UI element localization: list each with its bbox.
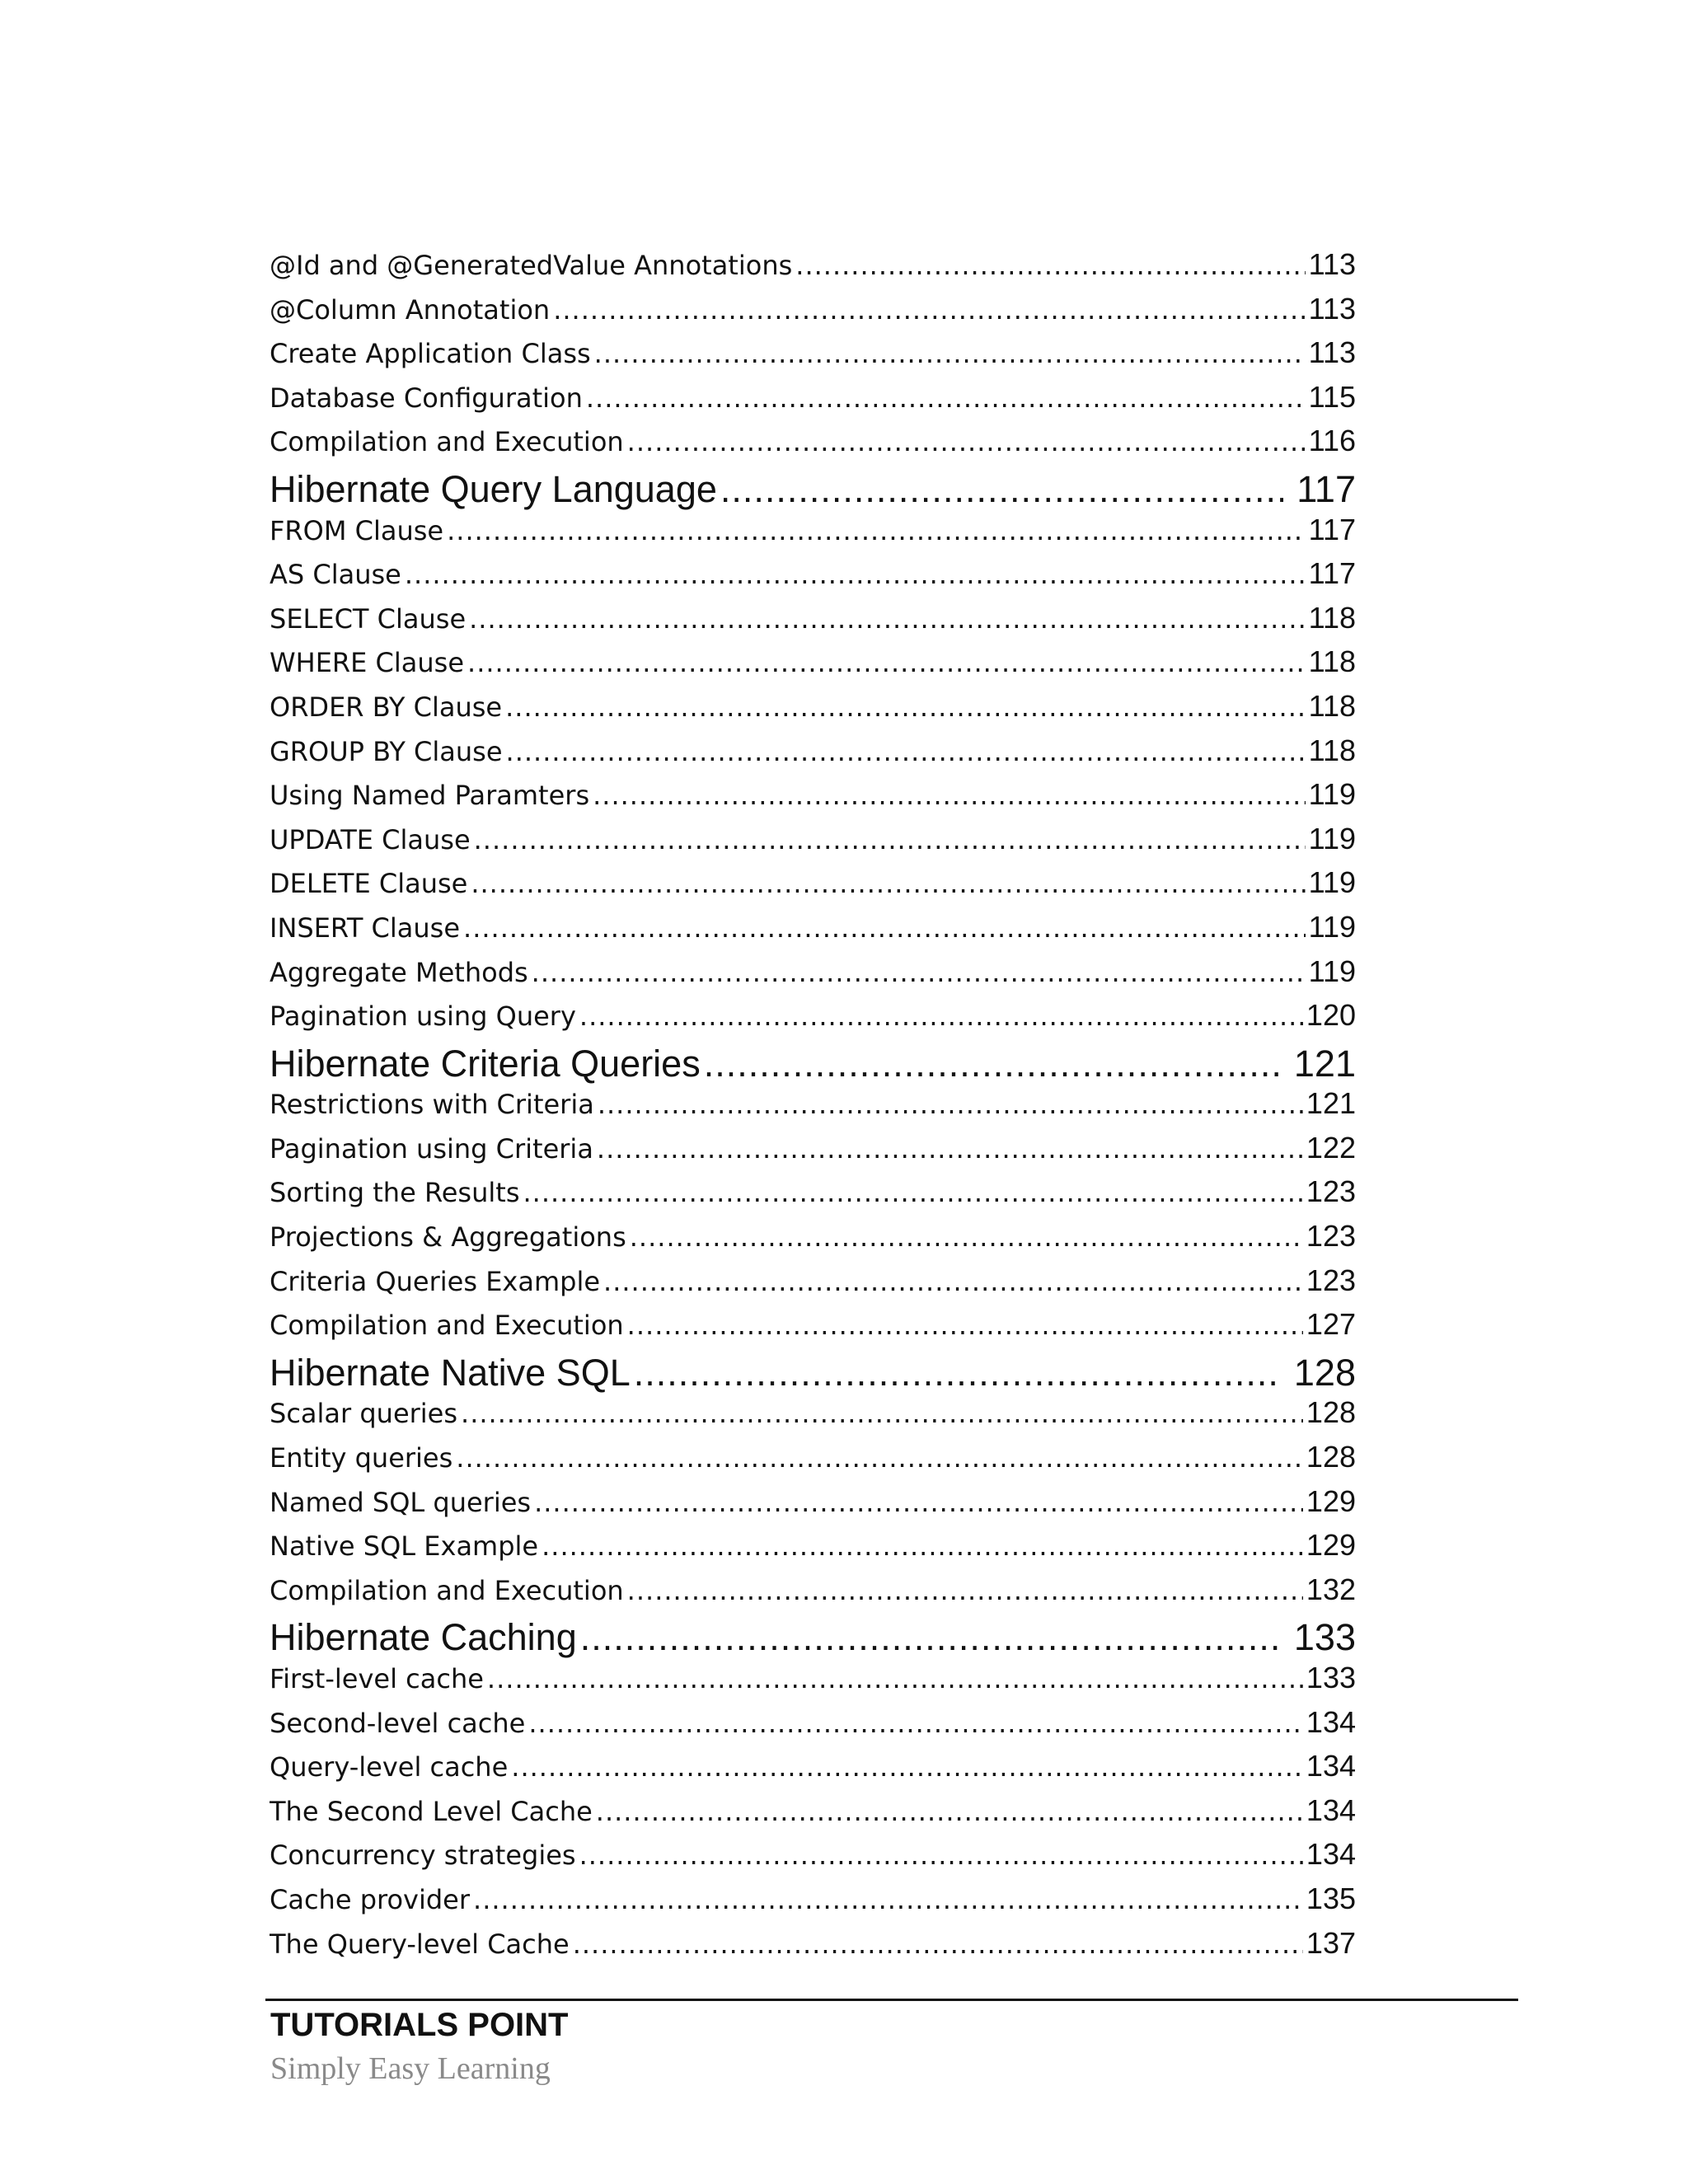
toc-entry-page-number: 133	[1293, 1616, 1356, 1659]
toc-section-entry[interactable]	[270, 556, 1356, 601]
toc-entry-page-number: 132	[1306, 1572, 1356, 1606]
toc-section-entry[interactable]	[270, 1131, 1356, 1175]
toc-entry-title: Named SQL queries	[270, 1486, 532, 1518]
toc-section-entry[interactable]	[270, 1263, 1356, 1308]
toc-entry-page-number: 120	[1306, 998, 1356, 1033]
toc-section-entry[interactable]	[270, 733, 1356, 778]
toc-section-entry[interactable]	[270, 865, 1356, 910]
dot-leader	[596, 1796, 1303, 1827]
dot-leader	[627, 426, 1306, 457]
dot-leader	[506, 736, 1306, 767]
toc-section-entry[interactable]	[270, 998, 1356, 1043]
toc-section-entry[interactable]	[270, 1174, 1356, 1219]
dot-leader	[534, 1487, 1303, 1518]
toc-entry-page-number: 119	[1308, 821, 1356, 855]
footer-tagline: Simply Easy Learning	[270, 2051, 551, 2086]
dot-leader	[511, 1751, 1303, 1783]
toc-section-entry[interactable]	[270, 1793, 1356, 1838]
toc-entry-page-number: 137	[1306, 1925, 1356, 1960]
toc-entry-title: Using Named Paramters	[270, 780, 590, 812]
dot-leader	[553, 294, 1305, 326]
toc-section-entry[interactable]	[270, 1926, 1356, 1971]
toc-entry-title: First-level cache	[270, 1663, 484, 1694]
dot-leader	[579, 1001, 1303, 1032]
toc-section-entry[interactable]	[270, 292, 1356, 336]
dot-leader	[634, 1352, 1281, 1394]
dot-leader	[473, 1884, 1303, 1915]
dot-leader	[487, 1663, 1303, 1694]
toc-entry-page-number: 134	[1306, 1837, 1356, 1872]
toc-entry-title: WHERE Clause	[270, 647, 465, 679]
toc-section-entry[interactable]	[270, 601, 1356, 645]
dot-leader	[579, 1840, 1303, 1871]
toc-entry-title: The Query-level Cache	[270, 1928, 570, 1960]
toc-entry-page-number: 118	[1308, 733, 1356, 767]
toc-entry-title: INSERT Clause	[270, 912, 461, 944]
toc-entry-page-number: 119	[1308, 777, 1356, 812]
dot-leader	[593, 780, 1305, 811]
toc-section-entry[interactable]	[270, 1528, 1356, 1572]
toc-entry-title: FROM Clause	[270, 514, 444, 546]
table-of-contents	[270, 247, 1356, 1970]
toc-entry-page-number: 118	[1308, 644, 1356, 679]
toc-section-entry[interactable]	[270, 910, 1356, 954]
toc-chapter-entry[interactable]	[270, 468, 1356, 513]
toc-entry-title: Aggregate Methods	[270, 956, 528, 988]
dot-leader	[523, 1177, 1302, 1208]
footer-divider	[265, 1999, 1518, 2001]
toc-entry-page-number: 123	[1306, 1263, 1356, 1297]
dot-leader	[795, 250, 1305, 281]
toc-entry-title: The Second Level Cache	[270, 1795, 593, 1827]
toc-entry-page-number: 127	[1306, 1307, 1356, 1342]
toc-entry-page-number: 122	[1306, 1130, 1356, 1165]
toc-entry-page-number: 123	[1306, 1219, 1356, 1254]
dot-leader	[580, 1616, 1281, 1659]
toc-section-entry[interactable]	[270, 1395, 1356, 1440]
dot-leader	[597, 1133, 1303, 1165]
dot-leader	[456, 1442, 1303, 1474]
toc-entry-page-number: 117	[1308, 512, 1356, 546]
dot-leader	[704, 1043, 1281, 1085]
toc-section-entry[interactable]	[270, 689, 1356, 733]
toc-entry-page-number: 119	[1308, 909, 1356, 944]
toc-section-entry[interactable]	[270, 1484, 1356, 1529]
toc-section-entry[interactable]	[270, 335, 1356, 380]
dot-leader	[603, 1266, 1303, 1297]
toc-chapter-entry[interactable]	[270, 1352, 1356, 1396]
toc-section-entry[interactable]	[270, 1749, 1356, 1793]
dot-leader	[594, 338, 1306, 369]
dot-leader	[598, 1089, 1303, 1120]
toc-entry-page-number: 113	[1308, 291, 1356, 326]
dot-leader	[467, 647, 1306, 678]
toc-entry-page-number: 119	[1308, 865, 1356, 900]
dot-leader	[528, 1708, 1303, 1739]
toc-entry-page-number: 117	[1308, 556, 1356, 591]
toc-section-entry[interactable]	[270, 822, 1356, 866]
toc-entry-title: Scalar queries	[270, 1398, 458, 1430]
toc-section-entry[interactable]	[270, 380, 1356, 424]
dot-leader	[471, 868, 1305, 899]
toc-section-entry[interactable]	[270, 247, 1356, 292]
toc-entry-page-number: 129	[1306, 1483, 1356, 1518]
toc-entry-title: SELECT Clause	[270, 602, 467, 635]
dot-leader	[627, 1575, 1303, 1606]
dot-leader	[542, 1530, 1303, 1562]
toc-entry-title: DELETE Clause	[270, 868, 468, 900]
toc-entry-title: Criteria Queries Example	[270, 1265, 601, 1297]
toc-entry-title: Second-level cache	[270, 1707, 526, 1739]
toc-section-entry[interactable]	[270, 1837, 1356, 1882]
toc-entry-title: Restrictions with Criteria	[270, 1089, 594, 1121]
dot-leader	[627, 1310, 1303, 1341]
toc-entry-title: Database Configuration	[270, 382, 583, 414]
toc-entry-title: Sorting the Results	[270, 1177, 520, 1209]
toc-section-entry[interactable]	[270, 513, 1356, 557]
toc-entry-page-number: 118	[1308, 600, 1356, 635]
toc-entry-page-number: 128	[1293, 1351, 1356, 1394]
toc-entry-page-number: 121	[1306, 1086, 1356, 1121]
toc-entry-title: UPDATE Clause	[270, 823, 471, 855]
toc-entry-page-number: 129	[1306, 1528, 1356, 1563]
toc-section-entry[interactable]	[270, 644, 1356, 689]
toc-entry-title: @Column Annotation	[270, 293, 551, 326]
toc-section-entry[interactable]	[270, 1086, 1356, 1131]
toc-entry-page-number: 117	[1296, 467, 1356, 510]
toc-section-entry[interactable]	[270, 954, 1356, 999]
toc-entry-title: GROUP BY Clause	[270, 735, 503, 767]
dot-leader	[463, 912, 1306, 944]
toc-entry-page-number: 134	[1306, 1749, 1356, 1783]
toc-entry-page-number: 113	[1308, 247, 1356, 281]
toc-entry-page-number: 135	[1306, 1881, 1356, 1915]
dot-leader	[461, 1398, 1303, 1429]
toc-entry-page-number: 133	[1306, 1661, 1356, 1694]
toc-entry-page-number: 118	[1308, 688, 1356, 723]
dot-leader	[447, 515, 1306, 546]
toc-entry-title: Compilation and Execution	[270, 426, 624, 458]
toc-entry-page-number: 119	[1308, 954, 1356, 988]
toc-section-entry[interactable]	[270, 777, 1356, 822]
toc-entry-page-number: 134	[1306, 1793, 1356, 1827]
toc-section-entry[interactable]	[270, 1572, 1356, 1617]
toc-entry-title: Compilation and Execution	[270, 1574, 624, 1606]
dot-leader	[573, 1929, 1303, 1960]
toc-entry-title: Native SQL Example	[270, 1530, 539, 1563]
toc-section-entry[interactable]	[270, 1882, 1356, 1926]
toc-entry-title: Create Application Class	[270, 338, 591, 370]
toc-entry-page-number: 121	[1293, 1042, 1356, 1085]
toc-section-entry[interactable]	[270, 1705, 1356, 1750]
dot-leader	[405, 559, 1306, 590]
toc-section-entry[interactable]	[270, 1307, 1356, 1352]
dot-leader	[532, 957, 1306, 988]
dot-leader	[474, 824, 1306, 855]
toc-entry-title: Pagination using Query	[270, 1001, 576, 1033]
dot-leader	[505, 691, 1306, 723]
toc-chapter-entry[interactable]	[270, 1616, 1356, 1661]
toc-entry-page-number: 113	[1308, 335, 1356, 370]
toc-entry-title: Hibernate Criteria Queries	[270, 1042, 701, 1085]
dot-leader	[586, 382, 1306, 414]
footer-brand: TUTORIALS POINT	[270, 2007, 569, 2043]
toc-section-entry[interactable]	[270, 1661, 1356, 1705]
toc-entry-page-number: 128	[1306, 1395, 1356, 1430]
toc-entry-page-number: 115	[1308, 379, 1356, 414]
toc-entry-title: ORDER BY Clause	[270, 691, 503, 723]
toc-entry-title: AS Clause	[270, 559, 401, 591]
toc-entry-title: Query-level cache	[270, 1751, 509, 1783]
toc-section-entry[interactable]	[270, 1219, 1356, 1263]
dot-leader	[630, 1221, 1303, 1253]
toc-entry-title: Concurrency strategies	[270, 1840, 576, 1872]
toc-entry-title: Compilation and Execution	[270, 1310, 624, 1342]
toc-entry-title: Hibernate Caching	[270, 1616, 577, 1659]
toc-entry-title: @Id and @GeneratedValue Annotations	[270, 250, 793, 281]
toc-entry-title: Projections & Aggregations	[270, 1221, 626, 1254]
toc-entry-title: Hibernate Query Language	[270, 467, 717, 510]
dot-leader	[469, 603, 1305, 635]
toc-entry-page-number: 116	[1308, 424, 1356, 458]
toc-entry-page-number: 134	[1306, 1704, 1356, 1739]
toc-section-entry[interactable]	[270, 424, 1356, 468]
toc-section-entry[interactable]	[270, 1440, 1356, 1484]
toc-entry-title: Entity queries	[270, 1442, 453, 1474]
toc-entry-title: Pagination using Criteria	[270, 1132, 593, 1165]
toc-entry-title: Cache provider	[270, 1883, 471, 1915]
toc-chapter-entry[interactable]	[270, 1043, 1356, 1087]
toc-entry-page-number: 123	[1306, 1174, 1356, 1209]
dot-leader	[720, 468, 1283, 511]
toc-entry-page-number: 128	[1306, 1440, 1356, 1474]
toc-entry-title: Hibernate Native SQL	[270, 1351, 631, 1394]
